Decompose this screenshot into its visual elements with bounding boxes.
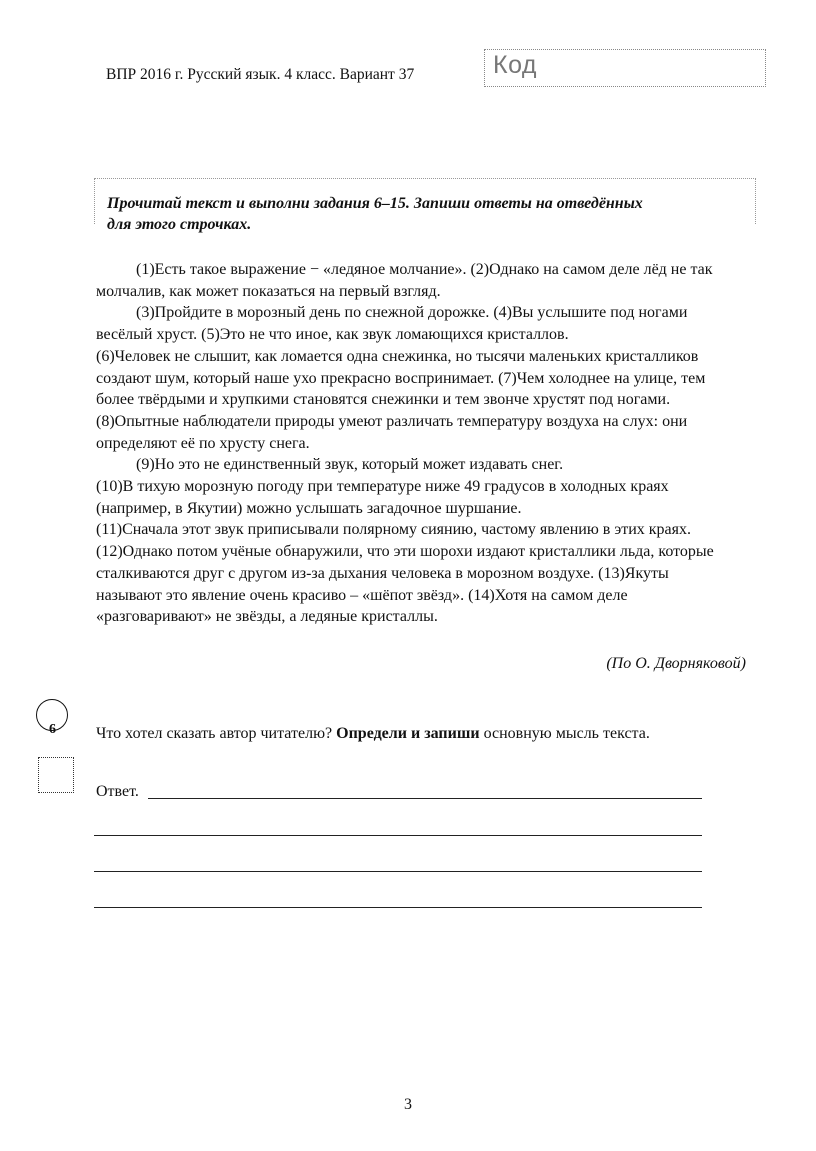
score-box[interactable]	[38, 757, 74, 793]
reading-text	[96, 259, 726, 628]
answer-line[interactable]	[94, 871, 702, 872]
text-paragraph: (3)Пройдите в морозный день по снежной дорожке. (4)Вы услышите под ногами весёлый хруст. (5)Это не что иное, как звук ломающихся кристаллов.	[96, 304, 688, 344]
question-start: Что хотел сказать автор читателю?	[96, 725, 337, 742]
question-end: основную мысль текста.	[479, 725, 650, 742]
code-field[interactable]	[484, 49, 766, 87]
page-number: 3	[404, 1096, 412, 1113]
text-paragraph: (6)Человек не слышит, как ломается одна снежинка, но тысячи маленьких кристалликов создают шум, который наше ухо прекрасно воспринимает. (7)Чем холоднее на улице, тем более твёрдыми и хрупкими становятся снежинки и тем звонче хрустят под ногами. (8)Опытные наблюдатели природы умеют различать температуру воздуха на слух: они определяют её по хрусту снега.	[96, 347, 706, 452]
answer-label: Ответ.	[96, 783, 139, 800]
text-paragraph: (1)Есть такое выражение − «ледяное молчание». (2)Однако на самом деле лёд не так молчалив, как может показаться на первый взгляд.	[96, 261, 713, 300]
answer-line[interactable]	[148, 798, 702, 799]
text-paragraph: (9)Но это не единственный звук, который может издавать снег.	[136, 456, 564, 474]
question-bold: Определи и запиши	[336, 725, 480, 742]
code-label: Код	[493, 51, 538, 79]
answer-line[interactable]	[94, 835, 702, 836]
task-question	[96, 723, 696, 745]
header-title: ВПР 2016 г. Русский язык. 4 класс. Вариант 37	[106, 66, 415, 83]
text-paragraph: (11)Сначала этот звук приписывали полярному сиянию, частому явлению в этих краях. (12)Однако потом учёные обнаружили, что эти шорохи издают кристаллики льда, которые сталкиваются друг с другом из-за дыхания человека в морозном воздухе. (13)Якуты называют это явление очень красиво – «шёпот звёзд». (14)Хотя на самом деле «разговаривают» не звёзды, а ледяные кристаллы.	[96, 521, 714, 626]
instruction-text: Прочитай текст и выполни задания 6–15. Запиши ответы на отведённых для этого строчках.	[107, 195, 643, 233]
text-author: (По О. Дворняковой)	[606, 655, 746, 672]
task-number: 6	[49, 722, 56, 737]
answer-line[interactable]	[94, 907, 702, 908]
text-paragraph: (10)В тихую морозную погоду при температуре ниже 49 градусов в холодных краях (например, в Якутии) можно услышать загадочное шуршание.	[96, 478, 669, 517]
